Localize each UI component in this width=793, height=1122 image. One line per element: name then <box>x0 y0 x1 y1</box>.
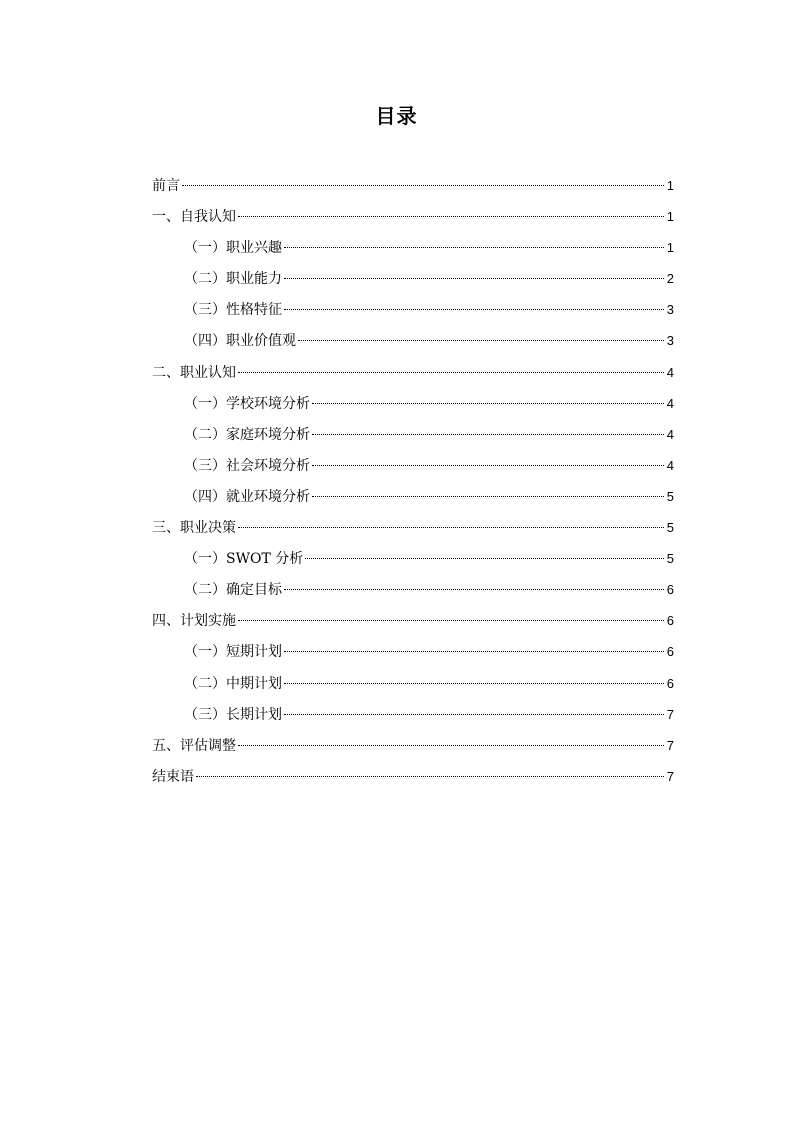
toc-leader-dots <box>284 309 664 310</box>
toc-entry-page: 1 <box>666 209 674 225</box>
toc-subentry[interactable] <box>152 294 674 325</box>
toc-entry-page: 5 <box>666 551 674 567</box>
toc-subentry[interactable] <box>152 543 674 574</box>
toc-entry[interactable] <box>152 512 674 543</box>
toc-leader-dots <box>312 465 664 466</box>
toc-entry-page: 4 <box>666 426 674 442</box>
toc-title: 目录 <box>375 104 418 128</box>
toc-entry-page: 6 <box>666 582 674 598</box>
toc-entry[interactable] <box>152 357 674 388</box>
toc-leader-dots <box>284 589 664 590</box>
toc-leader-dots <box>305 558 664 559</box>
toc-leader-dots <box>196 776 664 777</box>
toc-leader-dots <box>284 651 664 652</box>
toc-subentry[interactable] <box>152 574 674 605</box>
toc-entry-text: （四）就业环境分析 <box>184 488 310 505</box>
toc-entry-text: 四、计划实施 <box>152 613 236 630</box>
toc-entry-page: 7 <box>666 768 674 784</box>
toc-subentry[interactable] <box>152 699 674 730</box>
toc-entry[interactable] <box>152 170 674 201</box>
toc-leader-dots <box>238 620 664 621</box>
toc-entry-page: 1 <box>666 178 674 193</box>
toc-leader-dots <box>238 527 664 528</box>
toc-leader-dots <box>284 714 664 715</box>
toc-entry-page: 5 <box>666 520 674 536</box>
toc-entry-text: （二）中期计划 <box>184 675 282 692</box>
toc-entry-page: 5 <box>666 488 674 504</box>
toc-entry-text: （二）家庭环境分析 <box>184 426 310 443</box>
toc-entry-page: 4 <box>666 395 674 411</box>
toc-entry-text: 二、职业认知 <box>152 364 236 381</box>
toc-entry-text: 一、自我认知 <box>152 209 236 226</box>
toc-entry-text: 五、评估调整 <box>152 737 236 754</box>
toc-entry-text: （三）性格特征 <box>184 302 282 319</box>
toc-leader-dots <box>238 372 664 373</box>
toc-entry[interactable] <box>152 605 674 636</box>
toc-subentry[interactable] <box>152 450 674 481</box>
toc-entry-page: 6 <box>666 644 674 660</box>
toc-subentry[interactable] <box>152 419 674 450</box>
toc-entry-page: 4 <box>666 364 674 380</box>
toc-leader-dots <box>312 496 664 497</box>
toc-entry-page: 7 <box>666 706 674 722</box>
toc-entry-text: （一）短期计划 <box>184 644 282 661</box>
toc-subentry[interactable] <box>152 263 674 294</box>
toc-entry-text: 前言 <box>152 178 180 194</box>
toc-entry-text: （一）职业兴趣 <box>184 240 282 257</box>
toc-leader-dots <box>312 403 664 404</box>
toc-entry-page: 3 <box>666 333 674 349</box>
toc-entry-text: 三、职业决策 <box>152 520 236 537</box>
toc-entry-text: （一）学校环境分析 <box>184 395 310 412</box>
toc-entry-text: （四）职业价值观 <box>184 333 296 350</box>
toc-entry-text: （二）职业能力 <box>184 271 282 288</box>
toc-entry-text: （三）长期计划 <box>184 706 282 723</box>
toc-leader-dots <box>284 683 664 684</box>
table-of-contents <box>152 170 674 792</box>
toc-leader-dots <box>298 340 664 341</box>
toc-entry-page: 6 <box>666 613 674 629</box>
toc-entry-page: 4 <box>666 457 674 473</box>
toc-subentry[interactable] <box>152 388 674 419</box>
toc-entry-text: 结束语 <box>152 768 194 785</box>
toc-entry-page: 6 <box>666 675 674 691</box>
toc-leader-dots <box>238 216 664 217</box>
toc-leader-dots <box>284 247 664 248</box>
toc-leader-dots <box>284 278 664 279</box>
toc-entry-page: 3 <box>666 302 674 318</box>
toc-subentry[interactable] <box>152 232 674 263</box>
toc-leader-dots <box>182 185 664 186</box>
toc-subentry[interactable] <box>152 481 674 512</box>
toc-entry-text: （三）社会环境分析 <box>184 457 310 474</box>
toc-entry[interactable] <box>152 201 674 232</box>
toc-entry-page: 1 <box>666 240 674 256</box>
toc-entry-text: （一）SWOT 分析 <box>184 551 304 568</box>
toc-leader-dots <box>238 745 664 746</box>
toc-subentry[interactable] <box>152 325 674 356</box>
toc-entry-text: （二）确定目标 <box>184 582 282 599</box>
toc-subentry[interactable] <box>152 668 674 699</box>
toc-leader-dots <box>312 434 664 435</box>
toc-subentry[interactable] <box>152 636 674 667</box>
toc-entry[interactable] <box>152 761 674 792</box>
toc-entry[interactable] <box>152 730 674 761</box>
toc-entry-page: 2 <box>666 271 674 287</box>
toc-entry-page: 7 <box>666 737 674 753</box>
